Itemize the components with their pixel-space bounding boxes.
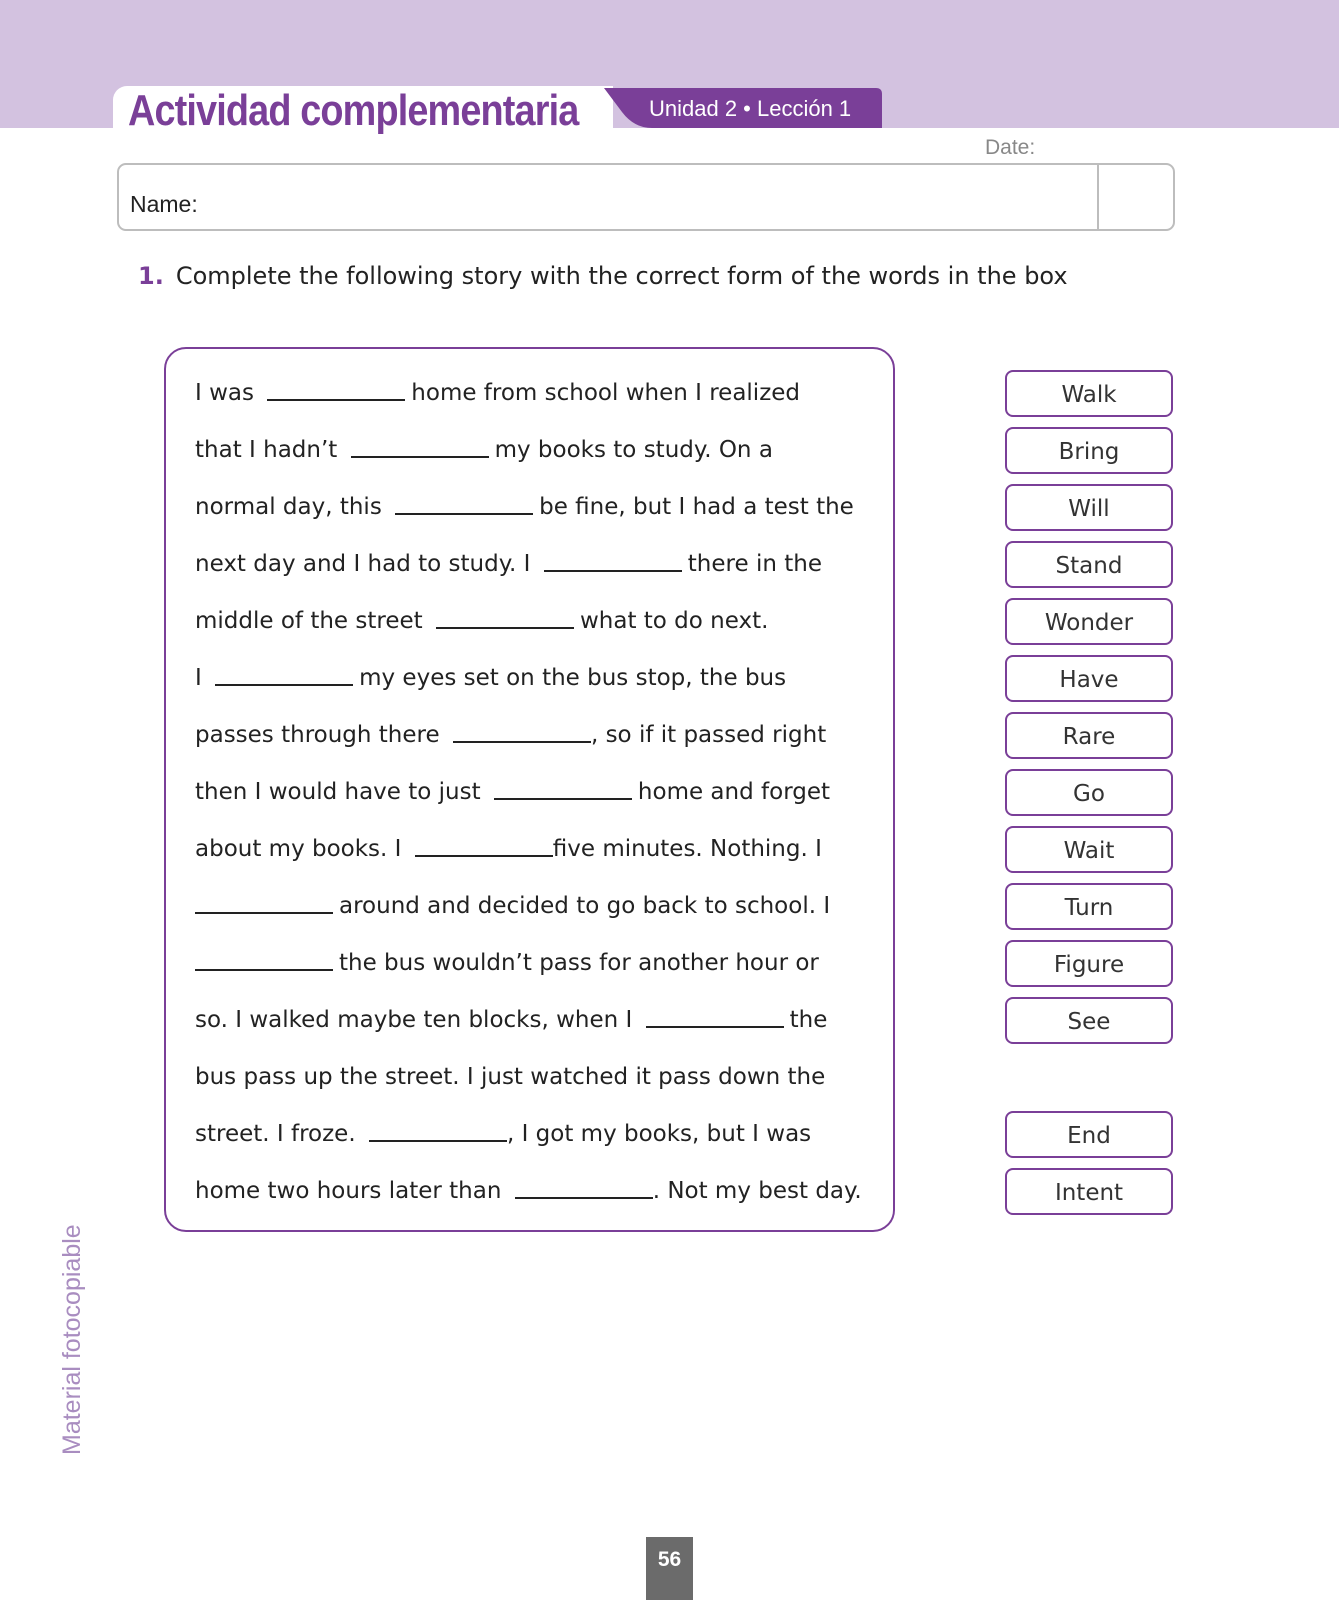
word-bank-item: Rare [1005, 712, 1173, 759]
story-line [195, 950, 819, 976]
story-text: . Not my best day. [652, 1178, 862, 1204]
answer-blank[interactable] [267, 399, 405, 401]
exercise-number: 1. [138, 262, 164, 290]
story-text: be fine, but I had a test the [539, 494, 854, 520]
answer-blank[interactable] [544, 570, 682, 572]
story-text: , so if it passed right [590, 722, 827, 748]
story-line [195, 1121, 811, 1147]
word-bank-item: Wait [1005, 826, 1173, 873]
page-title: Actividad complementaria [128, 86, 579, 135]
story-text: home from school when I realized [411, 380, 801, 406]
story-text: bus pass up the street. I just watched it pass down the [195, 1064, 826, 1090]
story-text: my books to study. On a [494, 437, 773, 463]
story-text: what to do next. [579, 608, 769, 634]
story-text: the [789, 1007, 828, 1033]
story-text: then I would have to just [195, 779, 481, 805]
story-text: home two hours later than [195, 1178, 502, 1204]
answer-blank[interactable] [351, 456, 489, 458]
page-number: 56 [646, 1537, 693, 1600]
word-bank-item: Figure [1005, 940, 1173, 987]
story-line [195, 893, 830, 919]
exercise-instruction [138, 262, 1068, 290]
story-text: so. I walked maybe ten blocks, when I [195, 1007, 633, 1033]
word-bank-item: Bring [1005, 427, 1173, 474]
story-line [195, 836, 822, 862]
story-text: around and decided to go back to school. I [339, 893, 831, 919]
story-text: home and forget [637, 779, 831, 805]
name-date-divider [1097, 165, 1099, 229]
word-bank-item: Turn [1005, 883, 1173, 930]
answer-blank[interactable] [369, 1140, 507, 1142]
answer-blank[interactable] [494, 798, 632, 800]
word-bank-item: Intent [1005, 1168, 1173, 1215]
photocopiable-label: Material fotocopiable [58, 1224, 86, 1455]
story-text: passes through there [195, 722, 440, 748]
story-line [195, 665, 786, 691]
story-line [195, 1007, 827, 1033]
story-text: middle of the street [195, 608, 423, 634]
instruction-text: Complete the following story with the correct form of the words in the box [175, 262, 1068, 290]
story-line [195, 437, 773, 463]
story-text: the bus wouldn’t pass for another hour or [339, 950, 819, 976]
story-text: my eyes set on the bus stop, the bus [359, 665, 787, 691]
word-bank-item: Walk [1005, 370, 1173, 417]
story-line [195, 494, 854, 520]
unit-badge-label: Unidad 2 • Lección 1 [649, 96, 852, 121]
word-bank-item: Have [1005, 655, 1173, 702]
name-date-box [117, 163, 1175, 231]
answer-blank[interactable] [395, 513, 533, 515]
story-line [195, 722, 826, 748]
word-bank-item: Stand [1005, 541, 1173, 588]
story-line [195, 1178, 862, 1204]
answer-blank[interactable] [415, 855, 553, 857]
story-text: street. I froze. [195, 1121, 356, 1147]
word-bank-item: Go [1005, 769, 1173, 816]
unit-badge [604, 88, 882, 128]
date-label: Date: [985, 136, 1036, 159]
story-text: that I hadn’t [195, 437, 338, 463]
story-line [195, 380, 800, 406]
story-line [195, 779, 830, 805]
answer-blank[interactable] [195, 912, 333, 914]
story-text: I was [195, 380, 254, 406]
name-label: Name: [130, 191, 198, 217]
answer-blank[interactable] [646, 1026, 784, 1028]
story-text: , I got my books, but I was [506, 1121, 812, 1147]
answer-blank[interactable] [515, 1197, 653, 1199]
story-text: I [195, 665, 202, 691]
story-text: there in the [687, 551, 822, 577]
story-text: next day and I had to study. I [195, 551, 531, 577]
answer-blank[interactable] [436, 627, 574, 629]
word-bank-item: See [1005, 997, 1173, 1044]
answer-blank[interactable] [215, 684, 353, 686]
story-line [195, 1064, 825, 1090]
answer-blank[interactable] [195, 969, 333, 971]
story-line [195, 551, 822, 577]
story-text: normal day, this [195, 494, 382, 520]
answer-blank[interactable] [453, 741, 591, 743]
story-text: about my books. I [195, 836, 402, 862]
word-bank-item: Will [1005, 484, 1173, 531]
story-text: five minutes. Nothing. I [552, 836, 822, 862]
story-line [195, 608, 768, 634]
word-bank-item: End [1005, 1111, 1173, 1158]
word-bank-item: Wonder [1005, 598, 1173, 645]
